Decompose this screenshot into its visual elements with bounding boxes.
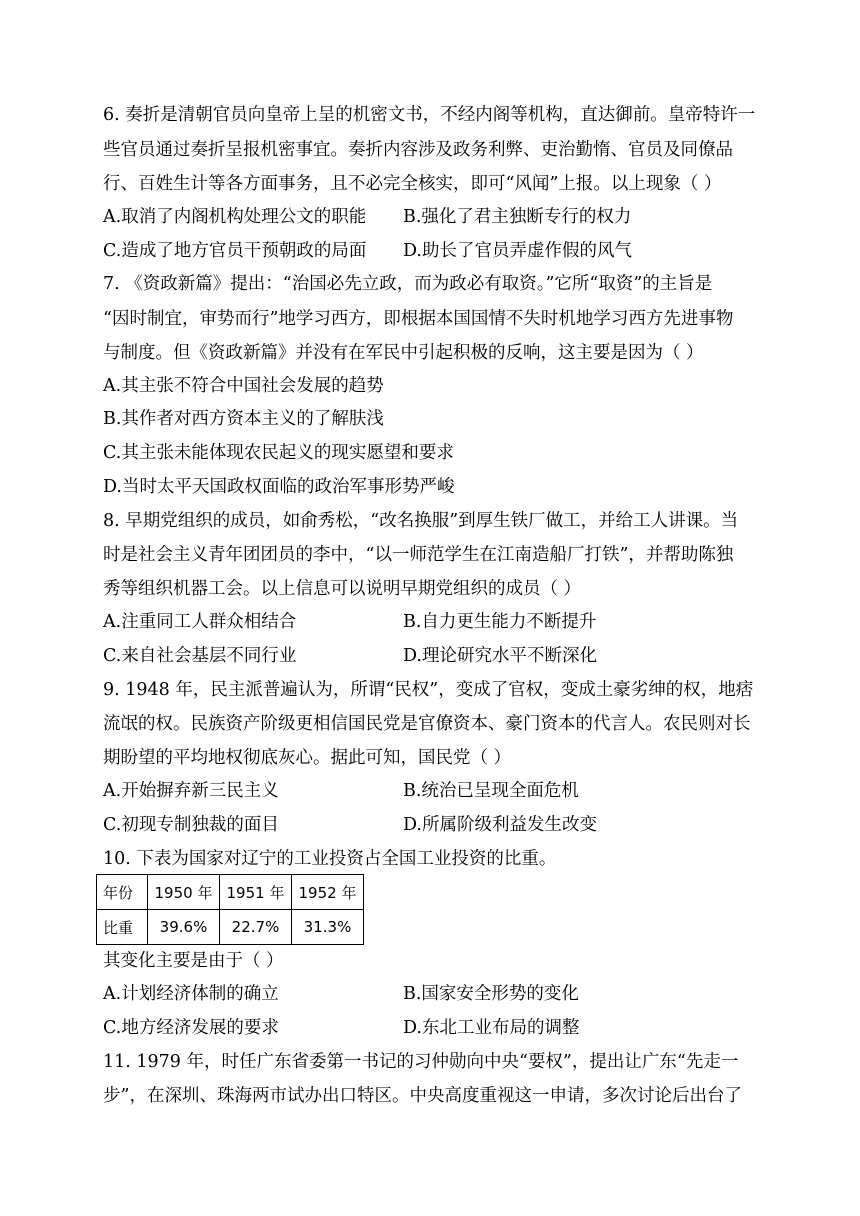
table-cell: 1950 年	[148, 875, 220, 910]
table-cell: 比重	[97, 910, 148, 945]
question-9-option-b: B.统治已呈现全面危机	[403, 781, 579, 801]
question-7-option-a: A.其主张不符合中国社会发展的趋势	[103, 376, 384, 396]
question-6-option-c: C.造成了地方官员干预朝政的局面	[103, 241, 367, 261]
table-cell: 1952 年	[292, 875, 364, 910]
question-7-line-3: 与制度。但《资政新篇》并没有在军民中引起积极的反响，这主要是因为（ ）	[103, 343, 704, 363]
question-7-option-b: B.其作者对西方资本主义的了解肤浅	[103, 409, 384, 429]
question-6-option-b: B.强化了君主独断专行的权力	[403, 207, 632, 227]
question-11-line-1: 11. 1979 年，时任广东省委第一书记的习仲勋向中央“要权”，提出让广东“先走一	[103, 1052, 739, 1072]
table-row	[97, 875, 364, 910]
question-9-line-3: 期盼望的平均地权彻底灰心。据此可知，国民党（ ）	[103, 748, 512, 768]
question-10-option-c: C.地方经济发展的要求	[103, 1018, 279, 1038]
question-8-option-b: B.自力更生能力不断提升	[403, 612, 597, 632]
question-7-line-2: “因时制宜，审势而行”地学习西方，即根据本国国情不失时机地学习西方先进事物	[103, 309, 734, 329]
table-row	[97, 910, 364, 945]
question-10-stem-end: 其变化主要是由于（ ）	[103, 951, 284, 971]
question-6-line-2: 些官员通过奏折呈报机密事宜。奏折内容涉及政务利弊、吏治勤惰、官员及同僚品	[103, 140, 733, 160]
question-8-line-2: 时是社会主义青年团团员的李中，“以一师范学生在江南造船厂打铁”，并帮助陈独	[103, 545, 734, 565]
question-9-option-a: A.开始摒弃新三民主义	[103, 781, 279, 801]
table-cell: 22.7%	[220, 910, 292, 945]
question-9-line-1: 9. 1948 年，民主派普遍认为，所谓“民权”，变成了官权，变成土豪劣绅的权，地痞	[103, 680, 754, 700]
question-8-option-d: D.理论研究水平不断深化	[403, 646, 597, 666]
investment-table	[96, 874, 364, 945]
question-7-line-1: 7. 《资政新篇》提出：“治国必先立政，而为政必有取资。”它所“取资”的主旨是	[103, 274, 713, 294]
question-7-option-c: C.其主张未能体现农民起义的现实愿望和要求	[103, 443, 454, 463]
question-10-option-a: A.计划经济体制的确立	[103, 984, 279, 1004]
question-10-line-1: 10. 下表为国家对辽宁的工业投资占全国工业投资的比重。	[103, 849, 557, 869]
question-6-option-a: A.取消了内阁机构处理公文的职能	[103, 207, 367, 227]
question-9-line-2: 流氓的权。民族资产阶级更相信国民党是官僚资本、豪门资本的代言人。农民则对长	[103, 714, 751, 734]
table-cell: 31.3%	[292, 910, 364, 945]
question-8-option-c: C.来自社会基层不同行业	[103, 646, 297, 666]
table-cell: 39.6%	[148, 910, 220, 945]
question-9-option-c: C.初现专制独裁的面目	[103, 815, 279, 835]
question-9-option-d: D.所属阶级利益发生改变	[403, 815, 597, 835]
question-6-option-d: D.助长了官员弄虚作假的风气	[403, 241, 632, 261]
question-11-line-2: 步”，在深圳、珠海两市试办出口特区。中央高度重视这一申请，多次讨论后出台了	[103, 1086, 742, 1106]
table-cell: 1951 年	[220, 875, 292, 910]
question-10-option-d: D.东北工业布局的调整	[403, 1018, 580, 1038]
question-8-line-3: 秀等组织机器工会。以上信息可以说明早期党组织的成员（ ）	[103, 579, 582, 599]
question-6-line-3: 行、百姓生计等各方面事务，且不必完全核实，即可“风闻”上报。以上现象（ ）	[103, 174, 722, 194]
question-8-line-1: 8. 早期党组织的成员，如俞秀松，“改名换服”到厚生铁厂做工，并给工人讲课。当	[103, 511, 739, 531]
table-cell: 年份	[97, 875, 148, 910]
question-6-line-1: 6. 奏折是清朝官员向皇帝上呈的机密文书，不经内阁等机构，直达御前。皇帝特许一	[103, 105, 756, 125]
question-10-option-b: B.国家安全形势的变化	[403, 984, 579, 1004]
question-7-option-d: D.当时太平天国政权面临的政治军事形势严峻	[103, 477, 455, 497]
question-8-option-a: A.注重同工人群众相结合	[103, 612, 297, 632]
